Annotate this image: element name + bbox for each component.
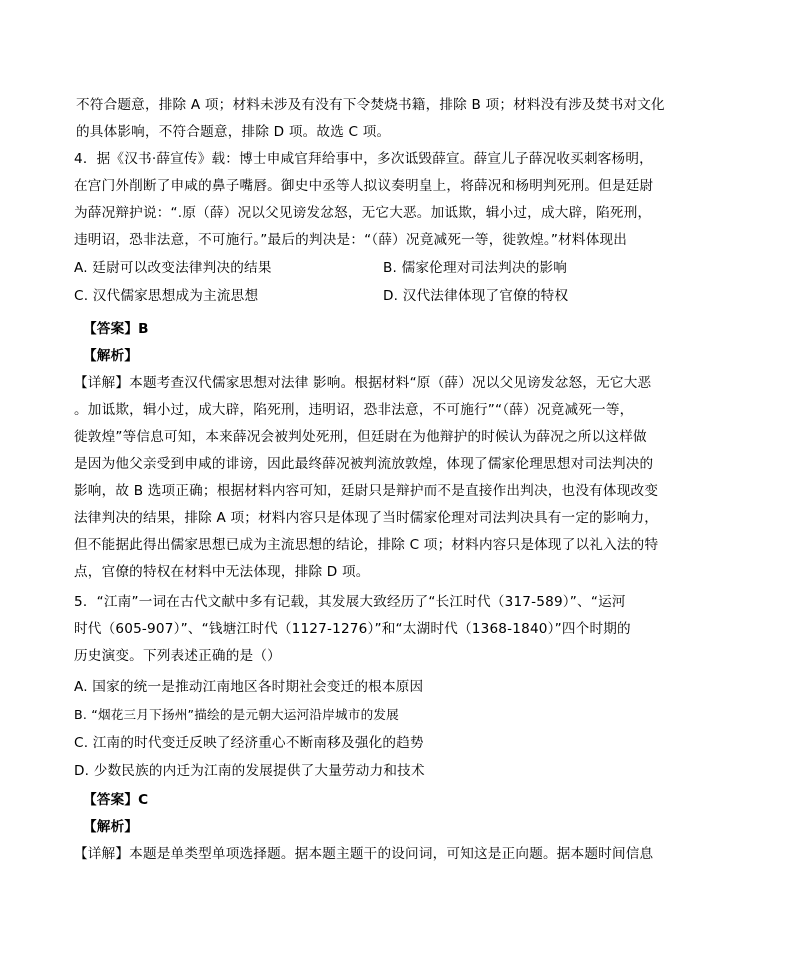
question-5-stem-line: 历史演变。下列表述正确的是（） — [74, 648, 281, 664]
question-4-detail-line: 【详解】本题考查汉代儒家思想对法律 影响。根据材料“原（薛）况以父见谤发忿怒，无它大恶 — [74, 375, 652, 391]
question-4-option-b: B. 儒家伦理对司法判决的影响 — [383, 260, 568, 276]
question-4-detail-line: 是因为他父亲受到申咸的诽谤，因此最终薛况被判流放敦煌，体现了儒家伦理思想对司法判决的 — [74, 456, 654, 472]
question-4-detail-line: 法律判决的结果，排除 A 项；材料内容只是体现了当时儒家伦理对司法判决具有一定的影响力， — [74, 510, 659, 526]
text-line: 的具体影响，不符合题意，排除 D 项。故选 C 项。 — [76, 124, 391, 140]
question-5-analysis-label: 【解析】 — [83, 819, 139, 835]
question-5-detail-line: 【详解】本题是单类型单项选择题。据本题主题干的设问词，可知这是正向题。据本题时间信息 — [74, 846, 654, 862]
question-4-stem-line: 为薛况辩护说：“.原（薛）况以父见谤发忿怒，无它大恶。加诋欺，辑小过，成大辟，陷死刑， — [74, 205, 652, 221]
question-5-stem-line: 时代（605-907）”、“钱塘江时代（1127-1276）”和“太湖时代（1368-1840）”四个时期的 — [74, 621, 631, 637]
question-4-detail-line: 但不能据此得出儒家思想已成为主流思想的结论，排除 C 项；材料内容只是体现了以礼入法的特 — [74, 537, 659, 553]
question-4-option-d: D. 汉代法律体现了官僚的特权 — [383, 288, 569, 304]
question-4-detail-line: 。加诋欺，辑小过，成大辟，陷死刑，违明诏，恐非法意，不可施行”“（薛）况竟减死一等， — [74, 402, 634, 418]
question-5-option-d: D. 少数民族的内迁为江南的发展提供了大量劳动力和技术 — [74, 763, 425, 779]
question-4-option-a: A. 廷尉可以改变法律判决的结果 — [74, 260, 272, 276]
question-4-analysis-label: 【解析】 — [83, 348, 139, 364]
question-4-detail-line: 点，官僚的特权在材料中无法体现，排除 D 项。 — [74, 564, 370, 580]
question-4-stem-line: 违明诏，恐非法意，不可施行。”最后的判决是：“（薛）况竟减死一等，徙敦煌。”材料体现出 — [74, 232, 628, 248]
question-4-option-c: C. 汉代儒家思想成为主流思想 — [74, 288, 259, 304]
question-5-stem-line: 5．“江南”一词在古代文献中多有记载，其发展大致经历了“长江时代（317-589）”、“运河 — [74, 594, 626, 610]
question-4-answer: 【答案】B — [83, 321, 149, 337]
question-4-detail-line: 徙敦煌”等信息可知，本来薛况会被判处死刑，但廷尉在为他辩护的时候认为薛况之所以这样做 — [74, 429, 647, 445]
question-4-detail-line: 影响，故 B 选项正确；根据材料内容可知，廷尉只是辩护而不是直接作出判决，也没有体现改变 — [74, 483, 659, 499]
question-4-stem-line: 4．据《汉书·薛宣传》载：博士申咸官拜给事中，多次诋毁薛宣。薛宣儿子薛况收买刺客杨明， — [74, 151, 653, 167]
question-5-option-b: B. “烟花三月下扬州”描绘的是元朝大运河沿岸城市的发展 — [74, 707, 399, 722]
question-4-stem-line: 在宫门外削断了申咸的鼻子嘴唇。御史中丞等人拟议奏明皇上，将薛况和杨明判死刑。但是廷尉 — [74, 178, 654, 194]
question-5-option-c: C. 江南的时代变迁反映了经济重心不断南移及强化的趋势 — [74, 735, 424, 751]
question-5-answer: 【答案】C — [83, 792, 149, 808]
question-5-option-a: A. 国家的统一是推动江南地区各时期社会变迁的根本原因 — [74, 679, 424, 695]
text-line: 不符合题意，排除 A 项；材料未涉及有没有下令焚烧书籍，排除 B 项；材料没有涉及焚书对文化 — [76, 97, 665, 113]
